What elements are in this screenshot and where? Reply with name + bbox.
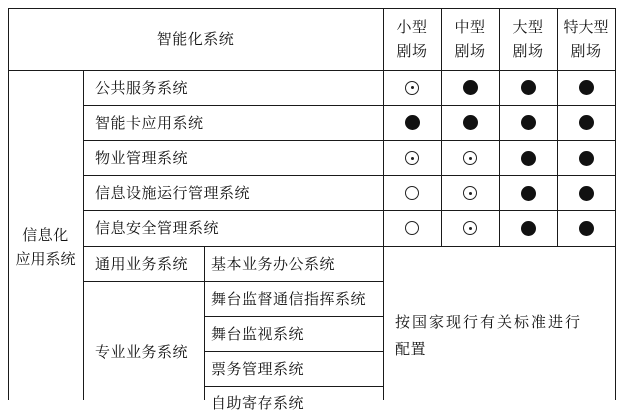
dotted-circle-icon <box>463 151 477 165</box>
general-business-label: 通用业务系统 <box>95 255 189 273</box>
header-small-line2: 剧场 <box>396 42 428 60</box>
filled-circle-icon <box>579 80 594 95</box>
hollow-circle-icon <box>405 221 419 235</box>
header-system: 智能化系统 <box>156 30 235 48</box>
professional-business-item: 舞台监督通信指挥系统 <box>211 290 367 308</box>
header-small-line1: 小型 <box>396 18 428 36</box>
header-large-line1: 大型 <box>512 18 544 36</box>
filled-circle-icon <box>521 80 536 95</box>
filled-circle-icon <box>521 186 536 201</box>
professional-business-label: 专业业务系统 <box>95 343 189 361</box>
dotted-circle-icon <box>463 221 477 235</box>
group-label-line1: 信息化 <box>22 226 69 244</box>
group-label-line2: 应用系统 <box>15 250 76 268</box>
filled-circle-icon <box>521 115 536 130</box>
row-name: 智能卡应用系统 <box>95 114 204 132</box>
note-line2: 配置 <box>395 340 427 358</box>
filled-circle-icon <box>579 151 594 166</box>
header-medium-line1: 中型 <box>454 18 486 36</box>
row-name: 物业管理系统 <box>95 149 189 167</box>
row-name: 信息设施运行管理系统 <box>95 184 251 202</box>
filled-circle-icon <box>579 186 594 201</box>
filled-circle-icon <box>463 80 478 95</box>
professional-business-item: 票务管理系统 <box>211 360 305 378</box>
filled-circle-icon <box>521 151 536 166</box>
hollow-circle-icon <box>405 186 419 200</box>
note-line1: 按国家现行有关标准进行 <box>395 313 583 331</box>
header-medium-line2: 剧场 <box>454 42 486 60</box>
row-name: 信息安全管理系统 <box>95 219 220 237</box>
header-large-line2: 剧场 <box>512 42 544 60</box>
professional-business-item: 舞台监视系统 <box>211 325 305 343</box>
general-business-item: 基本业务办公系统 <box>211 255 336 273</box>
filled-circle-icon <box>579 221 594 236</box>
filled-circle-icon <box>521 221 536 236</box>
header-xlarge-line2: 剧场 <box>570 42 602 60</box>
filled-circle-icon <box>405 115 420 130</box>
dotted-circle-icon <box>463 186 477 200</box>
filled-circle-icon <box>579 115 594 130</box>
header-xlarge-line1: 特大型 <box>563 18 609 36</box>
professional-business-item: 自助寄存系统 <box>211 394 305 412</box>
dotted-circle-icon <box>405 81 419 95</box>
filled-circle-icon <box>463 115 478 130</box>
row-name: 公共服务系统 <box>95 79 189 97</box>
dotted-circle-icon <box>405 151 419 165</box>
